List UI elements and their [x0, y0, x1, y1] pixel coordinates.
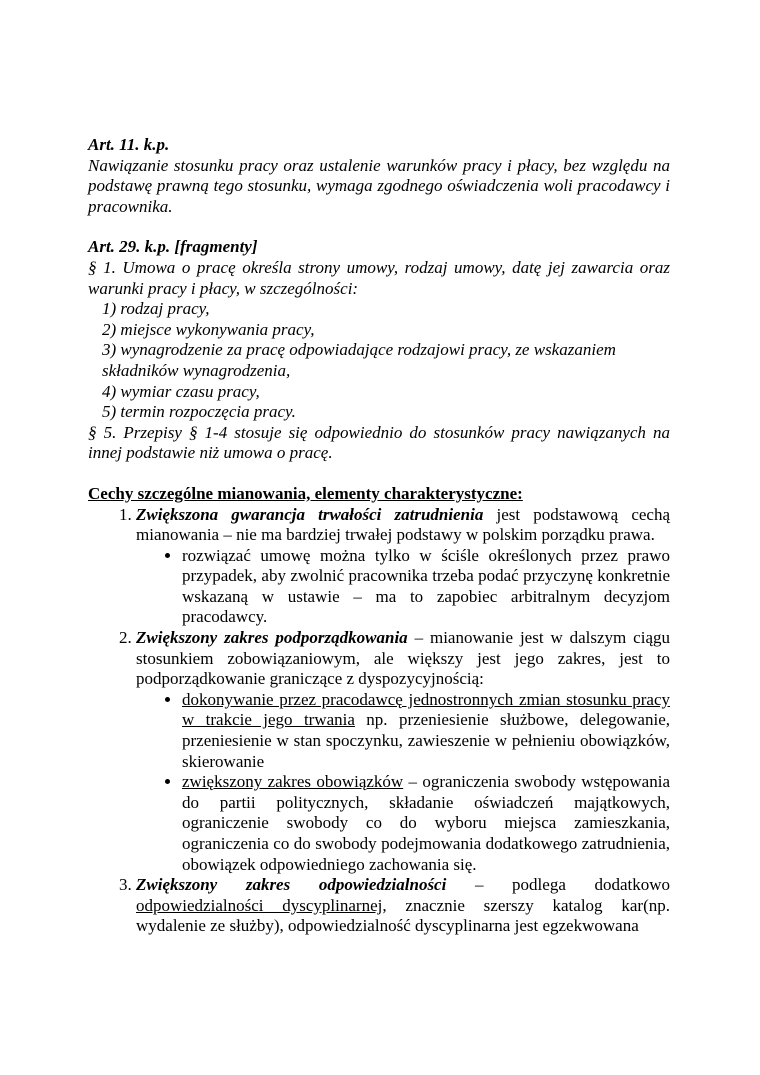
feature-item-1 [136, 505, 670, 629]
article-29-item: 2) miejsce wykonywania pracy, [102, 319, 315, 339]
feature-2-text: – mianowanie jest w dalszym ciągu stosunkiem zobowiązaniowym, ale większy jest jego zakres, jest to podporządkowanie graniczące z dyspozycyjnością: [136, 628, 670, 689]
article-11 [88, 135, 670, 217]
feature-3-underlined: odpowiedzialności dyscyplinarnej [136, 895, 383, 915]
article-29-item: 4) wymiar czasu pracy, [102, 381, 260, 401]
feature-2-bullet-1-underlined: dokonywanie przez pracodawcę jednostronnych zmian stosunku pracy w trakcie jego trwania [182, 689, 670, 730]
feature-item-3 [136, 875, 670, 937]
feature-1-bullets [136, 546, 670, 628]
feature-3-text-2: , znacznie szerszy katalog kar(np. wydalenie ze służby), odpowiedzialność dyscyplinarna jest egzekwowana [136, 895, 670, 936]
article-29 [88, 237, 670, 464]
feature-2-bullets [136, 690, 670, 875]
article-29-paragraph-1: § 1. Umowa o pracę określa strony umowy, rodzaj umowy, datę jej zawarcia oraz warunki pracy i płacy, w szczególności: [88, 257, 670, 298]
article-29-title: Art. 29. k.p. [fragmenty] [88, 237, 258, 257]
article-29-item: 3) wynagrodzenie za pracę odpowiadające rodzajowi pracy, ze wskazaniem składników wynagrodzenia, [102, 340, 616, 380]
document-page [88, 135, 670, 937]
feature-3-title: Zwiększony zakres odpowiedzialności [136, 875, 447, 895]
feature-1-title: Zwiększona gwarancja trwałości zatrudnienia [136, 504, 484, 524]
feature-1-text: jest podstawową cechą mianowania – nie ma bardziej trwałej podstawy w polskim porządku prawa. [136, 504, 670, 545]
feature-item-2 [136, 628, 670, 875]
feature-2-bullet-2 [182, 772, 670, 875]
feature-2-bullet-1 [182, 690, 670, 772]
article-11-text: Nawiązanie stosunku pracy oraz ustalenie warunków pracy i płacy, bez względu na podstawę prawną tego stosunku, wymaga zgodnego oświadczenia woli pracodawcy i pracownika. [88, 155, 670, 216]
feature-2-title: Zwiększony zakres podporządkowania [136, 628, 408, 648]
feature-1-bullet: • rozwiązać umowę można tylko w ściśle określonych przez prawo przypadek, aby zwolnić pracownika trzeba podać przyczynę konkretnie wskazaną w ustawie – ma to zapobiec arbitralnym decyzjom pracodawcy. [182, 546, 670, 628]
features-heading: Cechy szczególne mianowania, elementy charakterystyczne: [88, 483, 523, 503]
article-29-item: 5) termin rozpoczęcia pracy. [102, 402, 296, 422]
article-29-paragraph-5: § 5. Przepisy § 1-4 stosuje się odpowiednio do stosunków pracy nawiązanych na innej podstawie niż umowa o pracę. [88, 422, 670, 463]
feature-3-text-1: – podlega dodatkowo [446, 875, 671, 895]
feature-2-bullet-2-underlined: zwiększony zakres obowiązków [182, 772, 404, 792]
article-11-title: Art. 11. k.p. [88, 135, 170, 154]
article-29-item: 1) rodzaj pracy, [102, 299, 210, 319]
features-list [88, 505, 670, 937]
feature-2-bullet-2-text: – ograniczenia swobody wstępowania do partii politycznych, składanie oświadczeń majątkowych, ograniczenie swobody co do wyboru miejsca zamieszkania, ograniczenia co do swobody podejmowania dodatkowego zatrudnienia, obowiązek odpowiedniego zachowania się. [182, 772, 670, 874]
feature-2-bullet-1-text: np. przeniesienie służbowe, delegowanie, przeniesienie w stan spoczynku, zawieszenie w pełnieniu obowiązków, skierowanie [182, 710, 670, 771]
